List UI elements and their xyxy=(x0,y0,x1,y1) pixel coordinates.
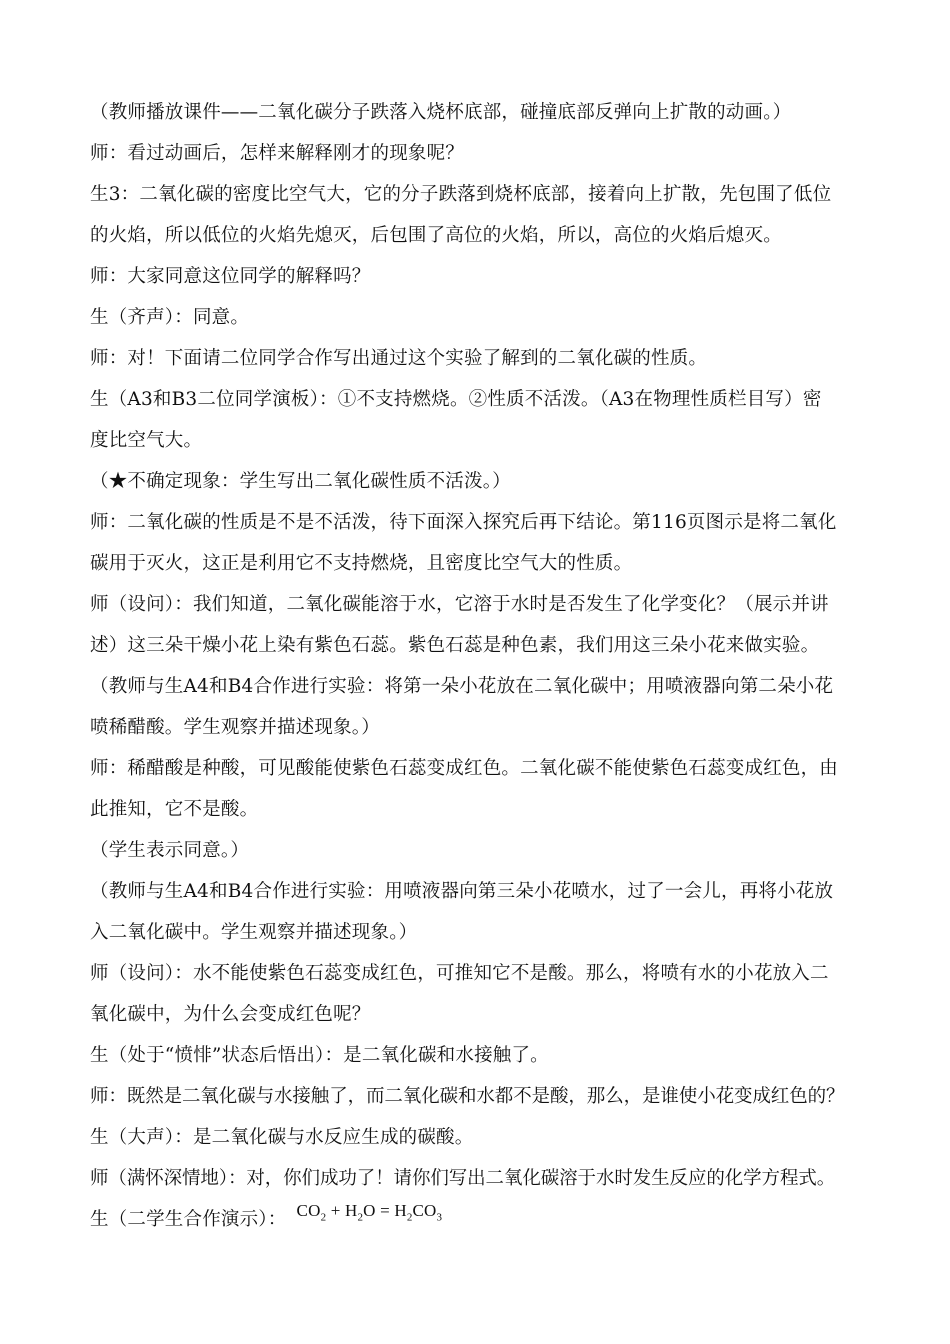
final-line-text: 生（二学生合作演示）： xyxy=(90,1209,287,1230)
text-line-20: （教师与生A4和B4合作进行实验：用喷液器向第三朵小花喷水，过了一会儿，再将小花放 xyxy=(90,881,834,902)
text-line-3: 生3：二氧化碳的密度比空气大，它的分子跌落到烧杯底部，接着向上扩散，先包围了低位 xyxy=(90,184,832,205)
text-line-25: 师：既然是二氧化碳与水接触了，而二氧化碳和水都不是酸，那么，是谁使小花变成红色的？ xyxy=(90,1086,845,1107)
text-line-17: 师：稀醋酸是种酸，可见酸能使紫色石蕊变成红色。二氧化碳不能使紫色石蕊变成红色，由 xyxy=(90,758,839,779)
text-line-19: （学生表示同意。） xyxy=(90,840,250,861)
text-line-22: 师（设问）：水不能使紫色石蕊变成红色，可推知它不是酸。那么，将喷有水的小花放入二 xyxy=(90,963,829,984)
text-line-27: 师（满怀深情地）：对，你们成功了！请你们写出二氧化碳溶于水时发生反应的化学方程式。 xyxy=(90,1168,836,1189)
text-line-16: 喷稀醋酸。学生观察并描述现象。） xyxy=(90,717,380,738)
text-line-15: （教师与生A4和B4合作进行实验：将第一朵小花放在二氧化碳中；用喷液器向第二朵小花 xyxy=(90,676,834,697)
text-line-26: 生（大声）：是二氧化碳与水反应生成的碳酸。 xyxy=(90,1127,474,1148)
text-line-8: 生（A3和B3二位同学演板）：①不支持燃烧。②性质不活泼。（A3在物理性质栏目写）密 xyxy=(90,389,822,410)
text-line-1: （教师播放课件——二氧化碳分子跌落入烧杯底部，碰撞底部反弹向上扩散的动画。） xyxy=(90,102,792,123)
text-line-4: 的火焰，所以低位的火焰先熄灭，后包围了高位的火焰，所以，高位的火焰后熄灭。 xyxy=(90,225,782,246)
text-line-2: 师：看过动画后，怎样来解释刚才的现象呢？ xyxy=(90,143,465,164)
text-line-5: 师：大家同意这位同学的解释吗？ xyxy=(90,266,371,287)
text-line-14: 述）这三朵干燥小花上染有紫色石蕊。紫色石蕊是种色素，我们用这三朵小花来做实验。 xyxy=(90,635,820,656)
text-line-23: 氧化碳中，为什么会变成红色呢？ xyxy=(90,1004,371,1025)
text-line-28 xyxy=(90,1201,870,1239)
chemical-equation: $CO_2 + H_2O = H_2CO_3$ xyxy=(296,1201,443,1224)
text-line-21: 入二氧化碳中。学生观察并描述现象。） xyxy=(90,922,418,943)
text-line-10: （★不确定现象：学生写出二氧化碳性质不活泼。） xyxy=(90,471,511,492)
text-line-11: 师：二氧化碳的性质是不是不活泼，待下面深入探究后再下结论。第116页图示是将二氧化 xyxy=(90,512,837,533)
text-line-6: 生（齐声）：同意。 xyxy=(90,307,250,328)
text-line-9: 度比空气大。 xyxy=(90,430,203,451)
text-line-13: 师（设问）：我们知道，二氧化碳能溶于水，它溶于水时是否发生了化学变化？（展示并讲 xyxy=(90,594,829,615)
text-line-7: 师：对！下面请二位同学合作写出通过这个实验了解到的二氧化碳的性质。 xyxy=(90,348,708,369)
text-line-18: 此推知，它不是酸。 xyxy=(90,799,259,820)
text-line-24: 生（处于“愤悱”状态后悟出）：是二氧化碳和水接触了。 xyxy=(90,1045,549,1066)
text-line-12: 碳用于灭火，这正是利用它不支持燃烧，且密度比空气大的性质。 xyxy=(90,553,633,574)
